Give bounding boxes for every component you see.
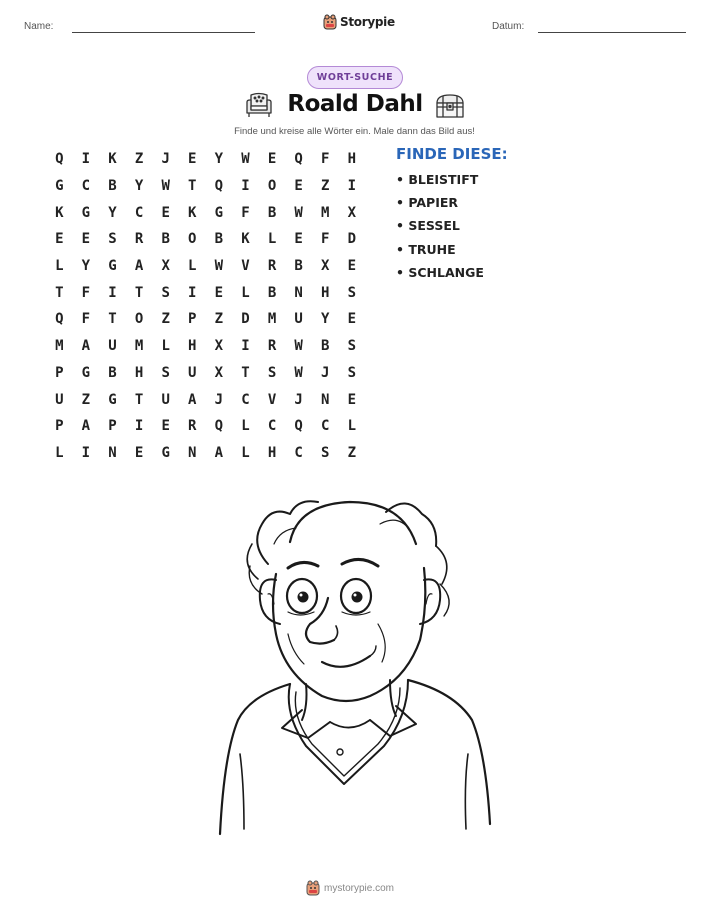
- grid-cell[interactable]: H: [321, 284, 330, 301]
- grid-cell[interactable]: X: [347, 204, 357, 221]
- grid-cell[interactable]: E: [347, 258, 357, 275]
- grid-cell[interactable]: S: [347, 338, 357, 355]
- grid-cell[interactable]: I: [108, 284, 117, 301]
- grid-cell[interactable]: N: [294, 284, 303, 301]
- storypie-logo-icon: [306, 880, 320, 896]
- grid-cell[interactable]: Z: [81, 391, 91, 408]
- grid-cell[interactable]: K: [55, 204, 64, 221]
- word-list: [396, 172, 484, 288]
- grid-cell[interactable]: W: [294, 364, 303, 381]
- grid-cell[interactable]: B: [108, 364, 117, 381]
- grid-cell[interactable]: T: [241, 364, 250, 381]
- grid-cell[interactable]: G: [214, 204, 224, 221]
- grid-cell[interactable]: L: [241, 444, 250, 461]
- grid-cell[interactable]: K: [188, 204, 197, 221]
- grid-cell[interactable]: L: [188, 258, 197, 275]
- grid-cell[interactable]: U: [294, 311, 303, 328]
- grid-cell[interactable]: S: [267, 364, 277, 381]
- grid-cell[interactable]: P: [55, 364, 64, 381]
- grid-cell[interactable]: Z: [214, 311, 224, 328]
- footer: [306, 880, 394, 896]
- grid-cell[interactable]: C: [321, 418, 330, 435]
- grid-cell[interactable]: M: [267, 311, 277, 328]
- grid-cell[interactable]: Y: [321, 311, 330, 328]
- grid-cell[interactable]: L: [241, 418, 250, 435]
- grid-cell[interactable]: E: [214, 284, 224, 301]
- portrait-illustration[interactable]: [210, 484, 500, 844]
- grid-cell[interactable]: I: [347, 178, 357, 195]
- grid-cell[interactable]: N: [321, 391, 330, 408]
- grid-cell[interactable]: R: [134, 231, 144, 248]
- grid-cell[interactable]: W: [294, 338, 303, 355]
- grid-cell[interactable]: S: [347, 284, 357, 301]
- grid-cell[interactable]: N: [108, 444, 117, 461]
- grid-cell[interactable]: P: [55, 418, 64, 435]
- grid-cell[interactable]: L: [241, 284, 250, 301]
- grid-cell[interactable]: G: [108, 258, 117, 275]
- letter-grid: [46, 146, 365, 466]
- grid-cell[interactable]: J: [214, 391, 224, 408]
- date-line[interactable]: [538, 32, 686, 33]
- grid-cell[interactable]: L: [267, 231, 277, 248]
- page-title: Roald Dahl: [287, 91, 423, 117]
- grid-cell[interactable]: C: [81, 178, 91, 195]
- grid-cell[interactable]: C: [267, 418, 277, 435]
- grid-cell[interactable]: B: [294, 258, 303, 275]
- find-title: FINDE DIESE:: [396, 145, 508, 163]
- grid-cell[interactable]: L: [161, 338, 170, 355]
- grid-cell[interactable]: Y: [108, 204, 117, 221]
- grid-cell[interactable]: T: [188, 178, 197, 195]
- grid-cell[interactable]: Y: [134, 178, 144, 195]
- grid-cell[interactable]: F: [321, 151, 330, 168]
- brand: [323, 14, 395, 30]
- grid-cell[interactable]: Q: [214, 178, 224, 195]
- grid-cell[interactable]: A: [81, 418, 91, 435]
- grid-cell[interactable]: F: [321, 231, 330, 248]
- grid-cell[interactable]: V: [241, 258, 250, 275]
- grid-cell[interactable]: P: [108, 418, 117, 435]
- grid-cell[interactable]: E: [161, 418, 170, 435]
- grid-cell[interactable]: W: [161, 178, 170, 195]
- grid-cell[interactable]: T: [134, 391, 144, 408]
- instructions-text: Finde und kreise alle Wörter ein. Male dann das Bild aus!: [234, 126, 475, 137]
- grid-cell[interactable]: C: [294, 444, 303, 461]
- grid-cell[interactable]: E: [347, 391, 357, 408]
- grid-cell[interactable]: L: [347, 418, 357, 435]
- grid-cell[interactable]: Q: [55, 311, 64, 328]
- grid-cell[interactable]: J: [321, 364, 330, 381]
- grid-cell[interactable]: R: [188, 418, 197, 435]
- grid-cell[interactable]: D: [241, 311, 250, 328]
- grid-cell[interactable]: T: [55, 284, 64, 301]
- grid-cell[interactable]: G: [81, 364, 91, 381]
- grid-cell[interactable]: U: [108, 338, 117, 355]
- grid-cell[interactable]: E: [347, 311, 357, 328]
- grid-cell[interactable]: X: [161, 258, 170, 275]
- grid-cell[interactable]: X: [214, 364, 224, 381]
- grid-cell[interactable]: U: [55, 391, 64, 408]
- grid-cell[interactable]: Z: [321, 178, 330, 195]
- grid-cell[interactable]: M: [55, 338, 64, 355]
- grid-cell[interactable]: U: [161, 391, 170, 408]
- word-item: • TRUHE: [396, 241, 456, 257]
- grid-cell[interactable]: H: [188, 338, 197, 355]
- grid-cell[interactable]: J: [294, 391, 303, 408]
- grid-cell[interactable]: Y: [81, 258, 91, 275]
- word-item: • SCHLANGE: [396, 264, 484, 280]
- treasure-chest-icon: [434, 92, 466, 120]
- grid-cell[interactable]: N: [188, 444, 197, 461]
- grid-cell[interactable]: B: [267, 204, 277, 221]
- grid-cell[interactable]: Z: [347, 444, 357, 461]
- grid-cell[interactable]: G: [161, 444, 170, 461]
- grid-cell[interactable]: Z: [161, 311, 170, 328]
- grid-cell[interactable]: E: [81, 231, 91, 248]
- grid-cell[interactable]: Y: [214, 151, 224, 168]
- grid-cell[interactable]: Q: [55, 151, 64, 168]
- grid-cell[interactable]: I: [81, 444, 91, 461]
- grid-cell[interactable]: Z: [134, 151, 144, 168]
- grid-cell[interactable]: E: [134, 444, 144, 461]
- grid-cell[interactable]: Q: [214, 418, 224, 435]
- grid-cell[interactable]: F: [81, 311, 91, 328]
- grid-cell[interactable]: W: [241, 151, 250, 168]
- grid-cell[interactable]: H: [347, 151, 357, 168]
- grid-cell[interactable]: W: [214, 258, 224, 275]
- grid-cell[interactable]: I: [81, 151, 91, 168]
- footer-url[interactable]: mystorypie.com: [324, 882, 395, 894]
- grid-cell[interactable]: B: [267, 284, 277, 301]
- grid-cell[interactable]: E: [55, 231, 64, 248]
- grid-cell[interactable]: M: [321, 204, 330, 221]
- grid-cell[interactable]: K: [241, 231, 250, 248]
- grid-cell[interactable]: C: [134, 204, 144, 221]
- brand-name: Storypie: [340, 15, 395, 29]
- grid-cell[interactable]: S: [108, 231, 117, 248]
- grid-cell[interactable]: A: [81, 338, 91, 355]
- name-label: Name:: [24, 21, 54, 32]
- grid-cell[interactable]: R: [267, 338, 277, 355]
- grid-cell[interactable]: T: [134, 284, 144, 301]
- name-line[interactable]: [72, 32, 255, 33]
- grid-cell[interactable]: B: [108, 178, 117, 195]
- grid-cell[interactable]: E: [294, 178, 303, 195]
- storypie-logo-icon: [323, 14, 337, 30]
- grid-cell[interactable]: G: [55, 178, 64, 195]
- grid-cell[interactable]: P: [188, 311, 197, 328]
- date-label: Datum:: [492, 21, 525, 32]
- grid-cell[interactable]: T: [108, 311, 117, 328]
- grid-cell[interactable]: Q: [294, 418, 303, 435]
- grid-cell[interactable]: E: [188, 151, 197, 168]
- grid-cell[interactable]: B: [161, 231, 170, 248]
- grid-cell[interactable]: L: [55, 258, 64, 275]
- word-item: • PAPIER: [396, 195, 459, 211]
- grid-cell[interactable]: H: [267, 444, 277, 461]
- word-item: • BLEISTIFT: [396, 172, 479, 187]
- grid-cell[interactable]: S: [347, 364, 357, 381]
- grid-cell[interactable]: W: [294, 204, 303, 221]
- grid-cell[interactable]: G: [81, 204, 91, 221]
- grid-cell[interactable]: V: [267, 391, 277, 408]
- grid-cell[interactable]: C: [241, 391, 250, 408]
- grid-cell[interactable]: I: [134, 418, 144, 435]
- grid-cell[interactable]: M: [134, 338, 144, 355]
- instructions: [0, 126, 709, 137]
- grid-cell[interactable]: R: [267, 258, 277, 275]
- grid-cell[interactable]: O: [188, 231, 197, 248]
- grid-cell[interactable]: F: [81, 284, 91, 301]
- grid-cell[interactable]: S: [161, 364, 170, 381]
- grid-cell[interactable]: J: [161, 151, 170, 168]
- grid-cell[interactable]: I: [241, 178, 250, 195]
- grid-cell[interactable]: E: [267, 151, 277, 168]
- grid-cell[interactable]: E: [294, 231, 303, 248]
- grid-cell[interactable]: S: [161, 284, 170, 301]
- grid-cell[interactable]: X: [321, 258, 330, 275]
- grid-cell[interactable]: G: [108, 391, 117, 408]
- grid-cell[interactable]: L: [55, 444, 64, 461]
- grid-cell[interactable]: O: [267, 178, 277, 195]
- grid-cell[interactable]: Q: [294, 151, 303, 168]
- grid-cell[interactable]: K: [108, 151, 117, 168]
- word-item: • SESSEL: [396, 218, 460, 234]
- grid-cell[interactable]: X: [214, 338, 224, 355]
- grid-cell[interactable]: A: [188, 391, 197, 408]
- grid-cell[interactable]: B: [214, 231, 224, 248]
- word-search-badge: WORT-SUCHE: [307, 66, 403, 89]
- grid-cell[interactable]: A: [134, 258, 144, 275]
- grid-cell[interactable]: H: [134, 364, 144, 381]
- grid-cell[interactable]: A: [214, 444, 224, 461]
- grid-cell[interactable]: S: [321, 444, 330, 461]
- grid-cell[interactable]: D: [347, 231, 357, 248]
- grid-cell[interactable]: E: [161, 204, 170, 221]
- grid-cell[interactable]: U: [188, 364, 197, 381]
- grid-cell[interactable]: I: [241, 338, 250, 355]
- grid-cell[interactable]: F: [241, 204, 250, 221]
- grid-cell[interactable]: O: [134, 311, 144, 328]
- grid-cell[interactable]: B: [321, 338, 330, 355]
- grid-cell[interactable]: I: [188, 284, 197, 301]
